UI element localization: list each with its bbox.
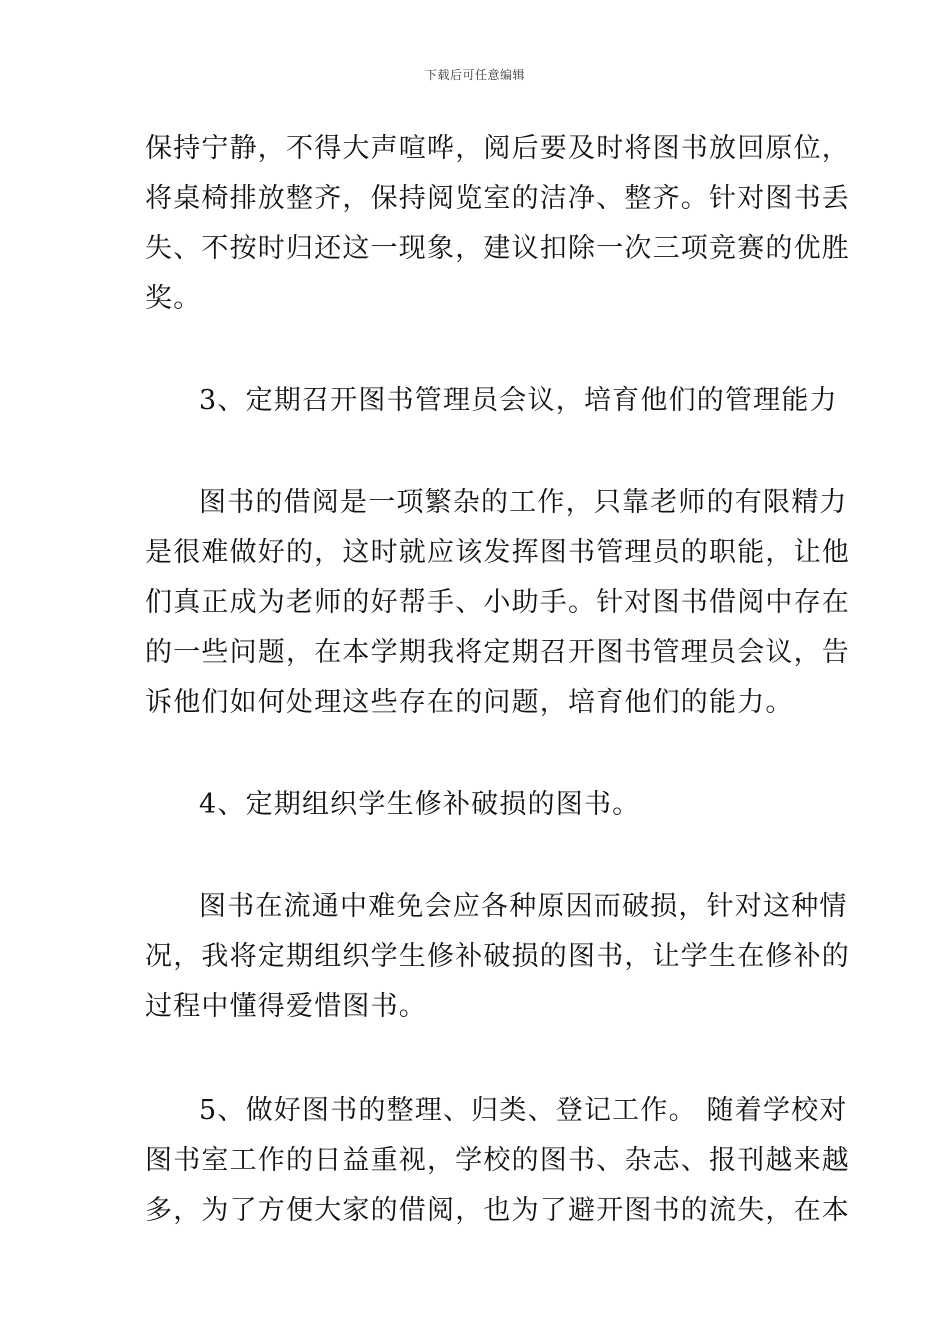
paragraph-librarian-meetings — [145, 478, 850, 728]
paragraph-spacer — [145, 324, 805, 376]
paragraph-book-repair — [145, 882, 850, 1032]
paragraph-spacer — [145, 1032, 805, 1086]
paragraph-reading-rules — [145, 124, 850, 324]
text-line: 图书室工作的日益重视，学校的图书、杂志、报刊越来越 — [145, 1145, 850, 1176]
section-heading-4 — [145, 780, 805, 830]
text-line: 况，我将定期组织学生修补破损的图书，让学生在修补的 — [145, 941, 850, 972]
text-line: 失、不按时归还这一现象，建议扣除一次三项竞赛的优胜 — [145, 233, 850, 264]
paragraph-spacer — [145, 426, 805, 478]
text-line: 奖。 — [145, 283, 202, 314]
paragraph-spacer — [145, 728, 805, 780]
section-heading-3 — [145, 376, 838, 426]
text-line: 诉他们如何处理这些存在的问题，培育他们的能力。 — [145, 687, 794, 718]
page-header: 下载后可任意编辑 — [424, 68, 525, 82]
text-line: 过程中懂得爱惜图书。 — [145, 991, 427, 1022]
text-line: 的一些问题，在本学期我将定期召开图书管理员会议，告 — [145, 637, 850, 668]
text-line: 图书在流通中难免会应各种原因而破损，针对这种情 — [199, 891, 848, 922]
text-line: 是很难做好的，这时就应该发挥图书管理员的职能，让他 — [145, 537, 850, 568]
document-body — [145, 124, 850, 1236]
text-line: 将桌椅排放整齐，保持阅览室的洁净、整齐。针对图书丢 — [145, 183, 850, 214]
text-line: 5、做好图书的整理、归类、登记工作。 随着学校对 — [199, 1095, 848, 1126]
paragraph-spacer — [145, 830, 805, 882]
text-line: 们真正成为老师的好帮手、小助手。针对图书借阅中存在 — [145, 587, 850, 618]
text-line: 4、定期组织学生修补破损的图书。 — [199, 789, 641, 820]
text-line: 保持宁静，不得大声喧哗，阅后要及时将图书放回原位， — [145, 133, 850, 164]
text-line: 多，为了方便大家的借阅，也为了避开图书的流失，在本 — [145, 1195, 850, 1226]
paragraph-cataloguing — [145, 1086, 850, 1236]
text-line: 3、定期召开图书管理员会议，培育他们的管理能力 — [199, 385, 838, 416]
text-line: 图书的借阅是一项繁杂的工作，只靠老师的有限精力 — [199, 487, 848, 518]
